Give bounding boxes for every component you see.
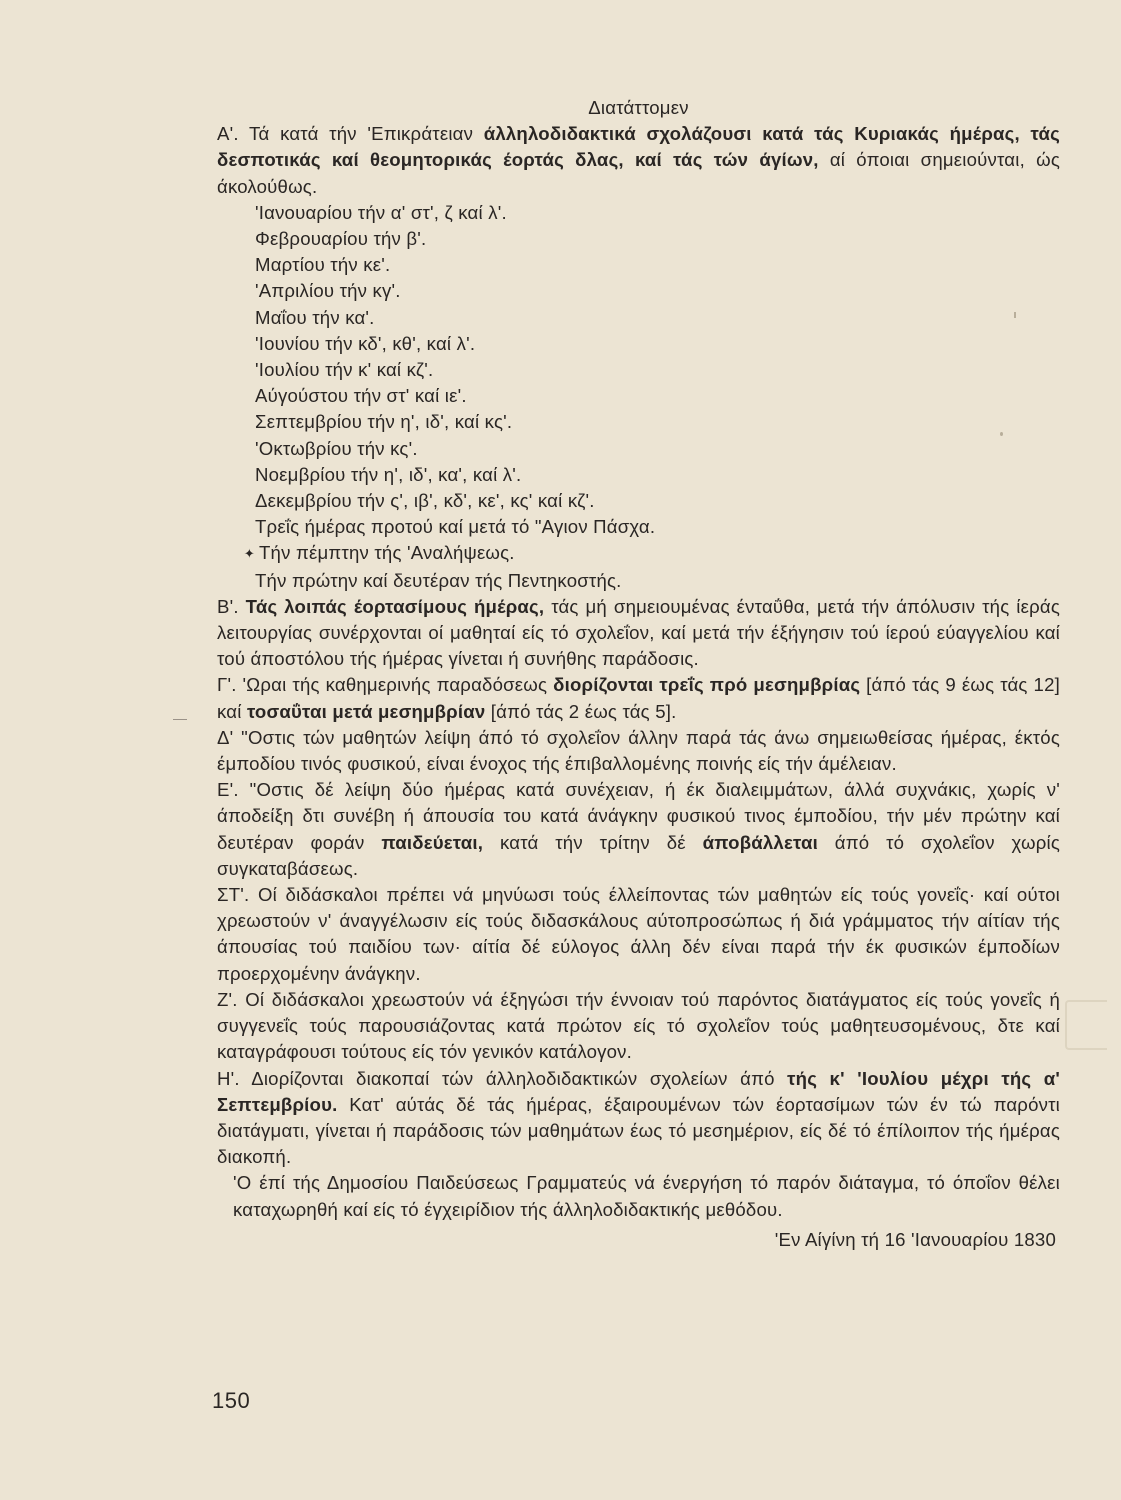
article-beta: Β'. Τάς λοιπάς έορτασίμους ήμέρας, τάς μή σημειουμένας ένταΰθα, μετά τήν άπόλυσιν τής ίεράς λειτουργίας συνέρχονται οί μαθηταί είς τό σχολεΐον, καί μετά τήν έξήγησιν τού ίερού εύαγγελίου καί τού άποστόλου τής ήμέρας γίνεται ή συνήθης παράδοσις.: [217, 595, 1060, 670]
list-item: Νοεμβρίου τήν η', ιδ', κα', καί λ'.: [255, 463, 522, 485]
closing-paragraph: 'Ο έπί τής Δημοσίου Παιδεύσεως Γραμματεύς νά ένεργήση τό παρόν διάταγμα, τό όποΐον θέλει καταχωρηθή καί είς τό έγχειρίδιον τής άλληλοδιδακτικής μεθόδου.: [233, 1172, 1060, 1220]
article-label: Ε'.: [217, 779, 239, 801]
bleed-through-mark: [1065, 1000, 1107, 1050]
list-item: 'Απριλίου τήν κγ'.: [255, 280, 401, 302]
list-item: Φεβρουαρίου τήν β'.: [255, 228, 427, 250]
list-item: 'Ιουνίου τήν κδ', κθ', καί λ'.: [255, 332, 476, 354]
list-item: Μαΐου τήν κα'.: [255, 306, 375, 328]
margin-dash: [173, 719, 187, 720]
article-stigma: ΣΤ'. Οί διδάσκαλοι πρέπει νά μηνύωσι τούς έλλείποντας τών μαθητών είς τούς γονεΐς· καί ούτοι χρεωστούν ν' άναγγέλωσιν είς τούς διδασκάλους αύτοπροσώπως ή διά γράμματος τήν αίτίαν τής άπουσίας τού παιδίου των· αίτία δέ εύλογος άλλη δέν είναι παρά τήν έκ φυσικών έμποδίων προερχομένην άνάγκην.: [217, 884, 1060, 984]
list-item: Δεκεμβρίου τήν ς', ιβ', κδ', κε', κς' καί κζ'.: [255, 490, 595, 512]
decree-text: [217, 95, 1060, 1253]
article-delta: Δ' "Οστις τών μαθητών λείψη άπό τό σχολεΐον άλλην παρά τάς άνω σημειωθείσας ήμέρας, έκτός έμποδίου τινός φυσικού, είναι ένοχος τής έπιβαλλομένης ποινής είς τήν άμέλειαν.: [217, 726, 1060, 775]
bullet-mark: ✦: [243, 546, 255, 562]
article-label: Α'.: [217, 123, 239, 145]
article-label: ΣΤ'.: [217, 884, 250, 906]
page-number: 150: [212, 1388, 251, 1413]
list-item: Τήν πρώτην καί δευτέραν τής Πεντηκοστής.: [255, 569, 622, 591]
list-item: 'Ιανουαρίου τήν α' στ', ζ καί λ'.: [255, 201, 507, 223]
article-label: Γ'.: [217, 674, 237, 696]
list-item: ✦ Τήν πέμπτην τής 'Αναλήψεως.: [255, 540, 1060, 567]
article-alpha: Α'. Τά κατά τήν 'Επικράτειαν άλληλοδιδακτικά σχολάζουσι κατά τάς Κυριακάς ήμέρας, τάς δεσποτικάς καί θεομητορικάς έορτάς δλας, καί τάς τών άγίων, αί όποιαι σημειούνται, ώς άκολούθως.: [217, 123, 1060, 197]
article-label: Δ': [217, 726, 234, 748]
article-label: Ζ'.: [217, 988, 238, 1010]
list-item: 'Ιουλίου τήν κ' καί κζ'.: [255, 359, 434, 381]
list-item: Αύγούστου τήν στ' καί ιε'.: [255, 385, 467, 407]
article-epsilon: Ε'. "Οστις δέ λείψη δύο ήμέρας κατά συνέχειαν, ή έκ διαλειμμάτων, άλλά συχνάκις, χωρίς ν' άποδείξη δτι συνέβη ή άπουσία του κατά άνάγκην φυσικού τινος έμποδίου, τήν μέν πρώτην καί δευτέραν φοράν παιδεύεται, κατά τήν τρίτην δέ άποβάλλεται άπό τό σχολεΐον χωρίς συγκαταβάσεως.: [217, 779, 1060, 879]
dateline: 'Εν Αίγίνη τή 16 'Ιανουαρίου 1830: [774, 1228, 1056, 1250]
article-gamma: Γ'. 'Ωραι τής καθημερινής παραδόσεως διορίζονται τρεΐς πρό μεσημβρίας [άπό τάς 9 έως τάς 12] καί τοσαΰται μετά μεσημβρίαν [άπό τάς 2 έως τάς 5].: [217, 674, 1060, 722]
list-item: Τρεΐς ήμέρας προτού καί μετά τό "Αγιον Πάσχα.: [255, 516, 656, 538]
article-eta: Η'. Διορίζονται διακοπαί τών άλληλοδιδακτικών σχολείων άπό τής κ' 'Ιουλίου μέχρι τής α' Σεπτεμβρίου. Κατ' αύτάς δέ τάς ήμέρας, έξαιρουμένων τών έορτασίμων τών έν τώ παρόντι διατάγματι, γίνεται ή παράδοσις τών μαθημάτων έως τό μεσημέριον, είς δέ τό έπίλοιπον τής ήμέρας διακοπή.: [217, 1067, 1060, 1168]
heading: Διατάττομεν: [588, 97, 689, 118]
holiday-list: [217, 200, 1060, 594]
list-item: 'Οκτωβρίου τήν κς'.: [255, 437, 418, 459]
article-label: Β'.: [217, 595, 239, 617]
article-label: Η'.: [217, 1067, 240, 1089]
article-zeta: Ζ'. Οί διδάσκαλοι χρεωστούν νά έξηγώσι τήν έννοιαν τού παρόντος διατάγματος είς τούς γονεΐς ή συγγενεΐς τούς παρουσιάζοντας κατά πρώτον είς τό σχολεΐον τούς μαθητευσομένους, δτε καί καταγράφουσι τούτους είς τόν γενικόν κατάλογον.: [217, 988, 1060, 1063]
list-item: Μαρτίου τήν κε'.: [255, 254, 391, 276]
list-item: Σεπτεμβρίου τήν η', ιδ', καί κς'.: [255, 411, 513, 433]
